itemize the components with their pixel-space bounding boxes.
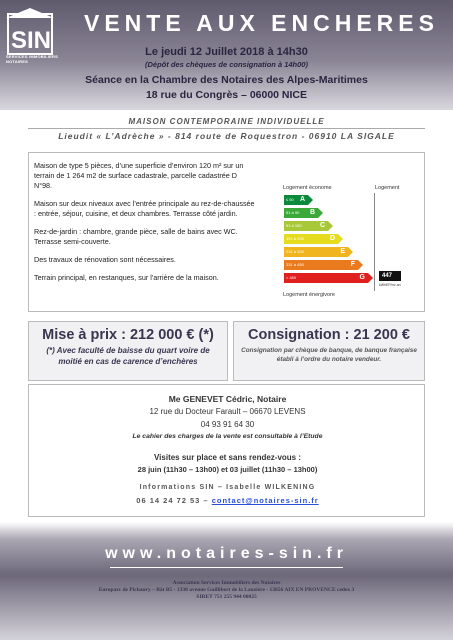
logo-subtitle: SERVICES IMMOBILIERS NOTAIRES (6, 54, 58, 64)
dpe-arrow (308, 195, 313, 205)
description-paragraph: Maison sur deux niveaux avec l’entrée principale au rez-de-chaussée : entrée, séjour, cuisine, et deux chambres. Terrasse côté jardin. (34, 199, 255, 218)
dpe-class-f (284, 260, 358, 270)
dpe-class-range: 151 à 230 (286, 236, 304, 241)
association-info (0, 580, 453, 601)
auction-venue: Séance en la Chambre des Notaires des Alpes-Maritimes (85, 74, 368, 86)
consignation-box (233, 321, 425, 381)
dpe-label-bottom: Logement énergivore (283, 292, 335, 298)
divider (28, 128, 425, 129)
notary-box (28, 384, 425, 517)
svg-text:SIN: SIN (10, 27, 52, 54)
notary-phone: 04 93 91 64 30 (200, 420, 255, 429)
starting-price-box (28, 321, 228, 381)
dpe-arrow (348, 247, 353, 257)
association-address: Europarc de Pichaury – Bât B5 - 1330 avenue Guillibert de la Lauzière - 13856 AIX EN PROVENCE cedex 3 (98, 587, 355, 593)
dpe-class-letter: A (299, 196, 305, 203)
dpe-arrow (318, 208, 323, 218)
dpe-arrow (338, 234, 343, 244)
starting-price-note: (*) Avec faculté de baisse du quart voire de moitié en cas de carence d’enchères (46, 346, 210, 366)
notary-address: 12 rue du Docteur Farault – 06670 LEVENS (149, 407, 306, 416)
dpe-arrow (328, 221, 333, 231)
auction-date: Le jeudi 12 Juillet 2018 à 14h30 (145, 46, 308, 58)
visits-dates: 28 juin (11h30 – 13h00) et 03 juillet (11h30 – 13h00) (137, 465, 318, 474)
dpe-class-letter: B (309, 209, 315, 216)
description-paragraph: Des travaux de rénovation sont nécessaires. (34, 255, 176, 264)
dpe-divider (374, 193, 375, 291)
dpe-arrow (358, 260, 363, 270)
dpe-label-top: Logement économe (283, 185, 332, 191)
dpe-class-range: 91 à 150 (286, 223, 302, 228)
visits-title: Visites sur place et sans rendez-vous : (153, 453, 302, 462)
info-contact: Informations SIN – Isabelle WILKENING (139, 484, 316, 491)
info-phone: 06 14 24 72 53 – (136, 496, 209, 505)
cheque-deposit-time: (Dépôt des chèques de consignation à 14h00) (145, 60, 308, 69)
consignation-amount: Consignation : 21 200 € (248, 327, 410, 343)
dpe-class-range: > 450 (286, 275, 297, 280)
dpe-label-logement: Logement (375, 185, 400, 191)
dpe-class-letter: D (329, 235, 335, 242)
property-type: MAISON CONTEMPORAINE INDIVIDUELLE (128, 117, 325, 126)
website-link[interactable]: www.notaires-sin.fr (105, 545, 348, 562)
dpe-class-letter: G (359, 274, 365, 281)
page-title: VENTE AUX ENCHERES (84, 10, 439, 36)
contact-email-link[interactable]: contact@notaires-sin.fr (211, 496, 319, 505)
energy-performance-chart (283, 185, 408, 300)
dpe-class-range: 231 à 330 (286, 249, 304, 254)
description-paragraph: Terrain principal, en restanques, sur l'arrière de la maison. (34, 273, 219, 282)
dpe-class-range: ≤ 50 (286, 197, 294, 202)
dpe-class-range: 51 à 90 (286, 210, 300, 215)
dpe-class-a (284, 195, 308, 205)
dpe-value: 447 (379, 271, 401, 281)
dpe-class-g (284, 273, 368, 283)
dpe-class-letter: E (340, 248, 345, 255)
dpe-arrow (368, 273, 373, 283)
cahier-des-charges: Le cahier des charges de la vente est consultable à l’Etude (132, 433, 323, 440)
description-paragraph: Maison de type 5 pièces, d’une superficie d’environ 120 m² sur un terrain de 1 264 m2 de surface cadastrale, parcelle cadastrée D N°98. (34, 161, 244, 190)
dpe-class-b (284, 208, 318, 218)
property-location: Lieudit « L’Adrèche » - 814 route de Roquestron - 06910 LA SIGALE (58, 131, 395, 141)
dpe-class-letter: C (319, 222, 325, 229)
association-name: Association Services Immobiliers des Notaires (172, 580, 281, 586)
dpe-class-d (284, 234, 338, 244)
dpe-class-e (284, 247, 348, 257)
dpe-unit: kWhEP/m².an (379, 283, 401, 287)
notary-name: Me GENEVET Cédric, Notaire (168, 394, 287, 404)
description-text (34, 161, 256, 291)
dpe-class-letter: F (350, 261, 355, 268)
website-underline (110, 567, 343, 568)
description-paragraph: Rez-de-jardin : chambre, grande pièce, salle de bains avec WC. Terrasse semi-couverte. (34, 227, 238, 246)
consignation-note: Consignation par chèque de banque, de banque française établi à l’ordre du notaire vendeur. (241, 347, 417, 363)
dpe-class-c (284, 221, 328, 231)
starting-price: Mise à prix : 212 000 € (*) (42, 327, 214, 343)
association-siret: SIRET 751 255 944 00025 (196, 594, 257, 600)
venue-address: 18 rue du Congrès – 06000 NICE (145, 89, 308, 101)
dpe-class-range: 331 à 450 (286, 262, 304, 267)
info-phone-line (29, 496, 426, 505)
